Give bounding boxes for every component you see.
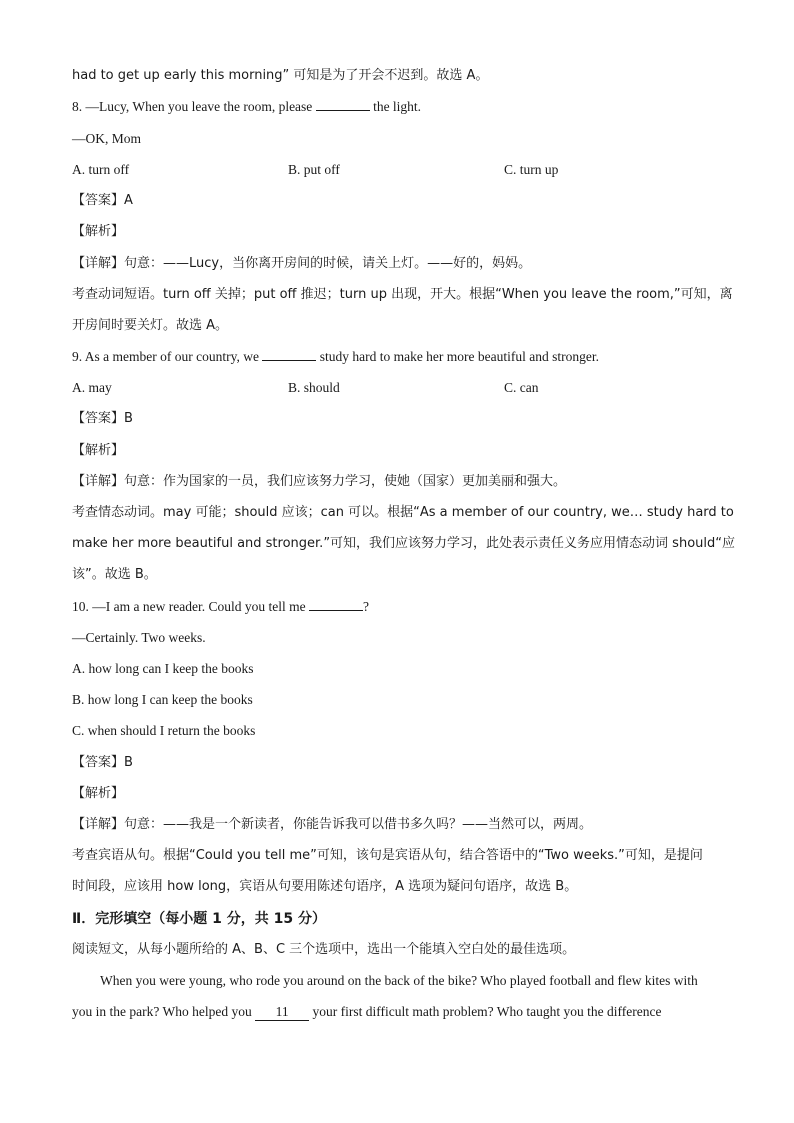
explanation-text: 该”。故选 B。 bbox=[72, 567, 157, 582]
answer-blank bbox=[262, 360, 316, 361]
detail-text: 【详解】句意：——我是一个新读者，你能告诉我可以借书多久吗？——当然可以，两周。 bbox=[72, 817, 593, 832]
option-b: B. how long I can keep the books bbox=[72, 692, 253, 707]
option-b: B. should bbox=[288, 380, 340, 395]
cloze-blank: 11 bbox=[255, 1004, 309, 1021]
passage-text: you in the park? Who helped you bbox=[72, 1004, 256, 1019]
option-c: C. when should I return the books bbox=[72, 723, 256, 738]
question-text: the light. bbox=[369, 99, 422, 114]
answer-label: 【答案】B bbox=[72, 411, 133, 426]
passage-text: your first difficult math problem? Who taught you the difference bbox=[309, 1004, 662, 1019]
answer-blank bbox=[309, 610, 363, 611]
question-9 bbox=[72, 347, 722, 367]
analysis-label: 【解析】 bbox=[72, 443, 125, 458]
section-instructions: 阅读短文，从每小题所给的 A、B、C 三个选项中，选出一个能填入空白处的最佳选项。 bbox=[72, 942, 576, 957]
dialogue-reply: —Certainly. Two weeks. bbox=[72, 630, 206, 645]
option-c: C. turn up bbox=[504, 162, 559, 177]
text-line: had to get up early this morning” 可知是为了开会不迟到。故选 A。 bbox=[72, 68, 489, 83]
explanation-text: 考查宾语从句。根据“Could you tell me”可知，该句是宾语从句，结合答语中的“Two weeks.”可知，是提问 bbox=[72, 848, 703, 863]
analysis-label: 【解析】 bbox=[72, 786, 125, 801]
passage-text: When you were young, who rode you around on the back of the bike? Who played football and flew kites with bbox=[100, 973, 698, 988]
dialogue-reply: —OK, Mom bbox=[72, 131, 142, 146]
explanation-text: 开房间时要关灯。故选 A。 bbox=[72, 318, 229, 333]
detail-text: 【详解】句意：作为国家的一员，我们应该努力学习，使她（国家）更加美丽和强大。 bbox=[72, 474, 567, 489]
question-text: 10. —I am a new reader. Could you tell me bbox=[72, 599, 309, 614]
explanation-text: 考查情态动词。may 可能；should 应该；can 可以。根据“As a member of our country, we… study hard to bbox=[72, 505, 734, 520]
detail-text: 【详解】句意：——Lucy，当你离开房间的时候，请关上灯。——好的，妈妈。 bbox=[72, 256, 532, 271]
answer-label: 【答案】A bbox=[72, 193, 133, 208]
explanation-text: 考查动词短语。turn off 关掉；put off 推迟；turn up 出现，开大。根据“When you leave the room,”可知，离 bbox=[72, 287, 733, 302]
analysis-label: 【解析】 bbox=[72, 224, 125, 239]
passage-text-line bbox=[72, 1002, 722, 1022]
option-a: A. how long can I keep the books bbox=[72, 661, 254, 676]
question-10 bbox=[72, 597, 722, 617]
option-c: C. can bbox=[504, 380, 539, 395]
question-text: ? bbox=[362, 599, 369, 614]
explanation-text: 时间段，应该用 how long，宾语从句要用陈述句语序，A 选项为疑问句语序，故选 B。 bbox=[72, 879, 578, 894]
explanation-text: make her more beautiful and stronger.”可知，我们应该努力学习，此处表示责任义务应用情态动词 should“应 bbox=[72, 536, 735, 551]
question-text: study hard to make her more beautiful and stronger. bbox=[316, 349, 599, 364]
answer-label: 【答案】B bbox=[72, 755, 133, 770]
answer-blank bbox=[316, 110, 370, 111]
question-8 bbox=[72, 97, 722, 117]
question-text: 9. As a member of our country, we bbox=[72, 349, 263, 364]
option-a: A. may bbox=[72, 380, 112, 395]
question-text: 8. —Lucy, When you leave the room, please bbox=[72, 99, 316, 114]
section-heading: Ⅱ．完形填空（每小题 1 分，共 15 分） bbox=[72, 911, 326, 927]
option-a: A. turn off bbox=[72, 162, 130, 177]
option-b: B. put off bbox=[288, 162, 340, 177]
